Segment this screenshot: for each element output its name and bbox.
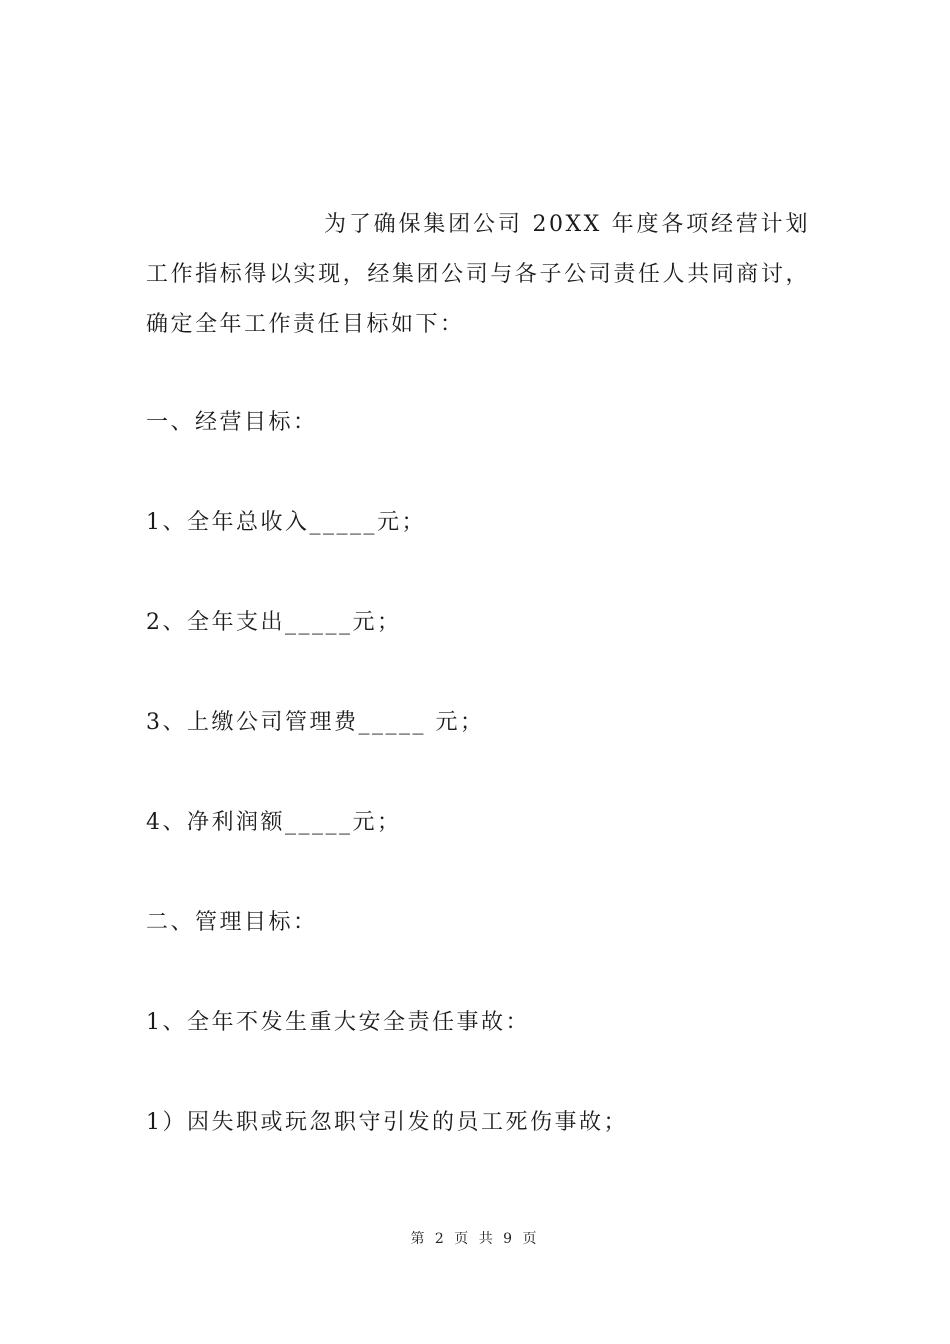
subitem-negligence-accident: 1）因失职或玩忽职守引发的员工死伤事故； [146,1110,628,1135]
item-total-income: 1、全年总收入_____元； [146,510,426,535]
section-heading-management-goals: 二、管理目标： [146,910,318,935]
item-net-profit: 4、净利润额_____元； [146,810,402,835]
item-total-expense: 2、全年支出_____元； [146,610,402,635]
item-no-major-accident: 1、全年不发生重大安全责任事故： [146,1010,530,1035]
page-number-footer: 第 2 页 共 9 页 [410,1231,540,1247]
intro-paragraph: 为了确保集团公司 20XX 年度各项经营计划工作指标得以实现，经集团公司与各子公司责任人共同商讨，确定全年工作责任目标如下： [146,212,810,337]
item-management-fee: 3、上缴公司管理费_____ 元； [146,710,485,735]
section-heading-business-goals: 一、经营目标： [146,410,318,435]
